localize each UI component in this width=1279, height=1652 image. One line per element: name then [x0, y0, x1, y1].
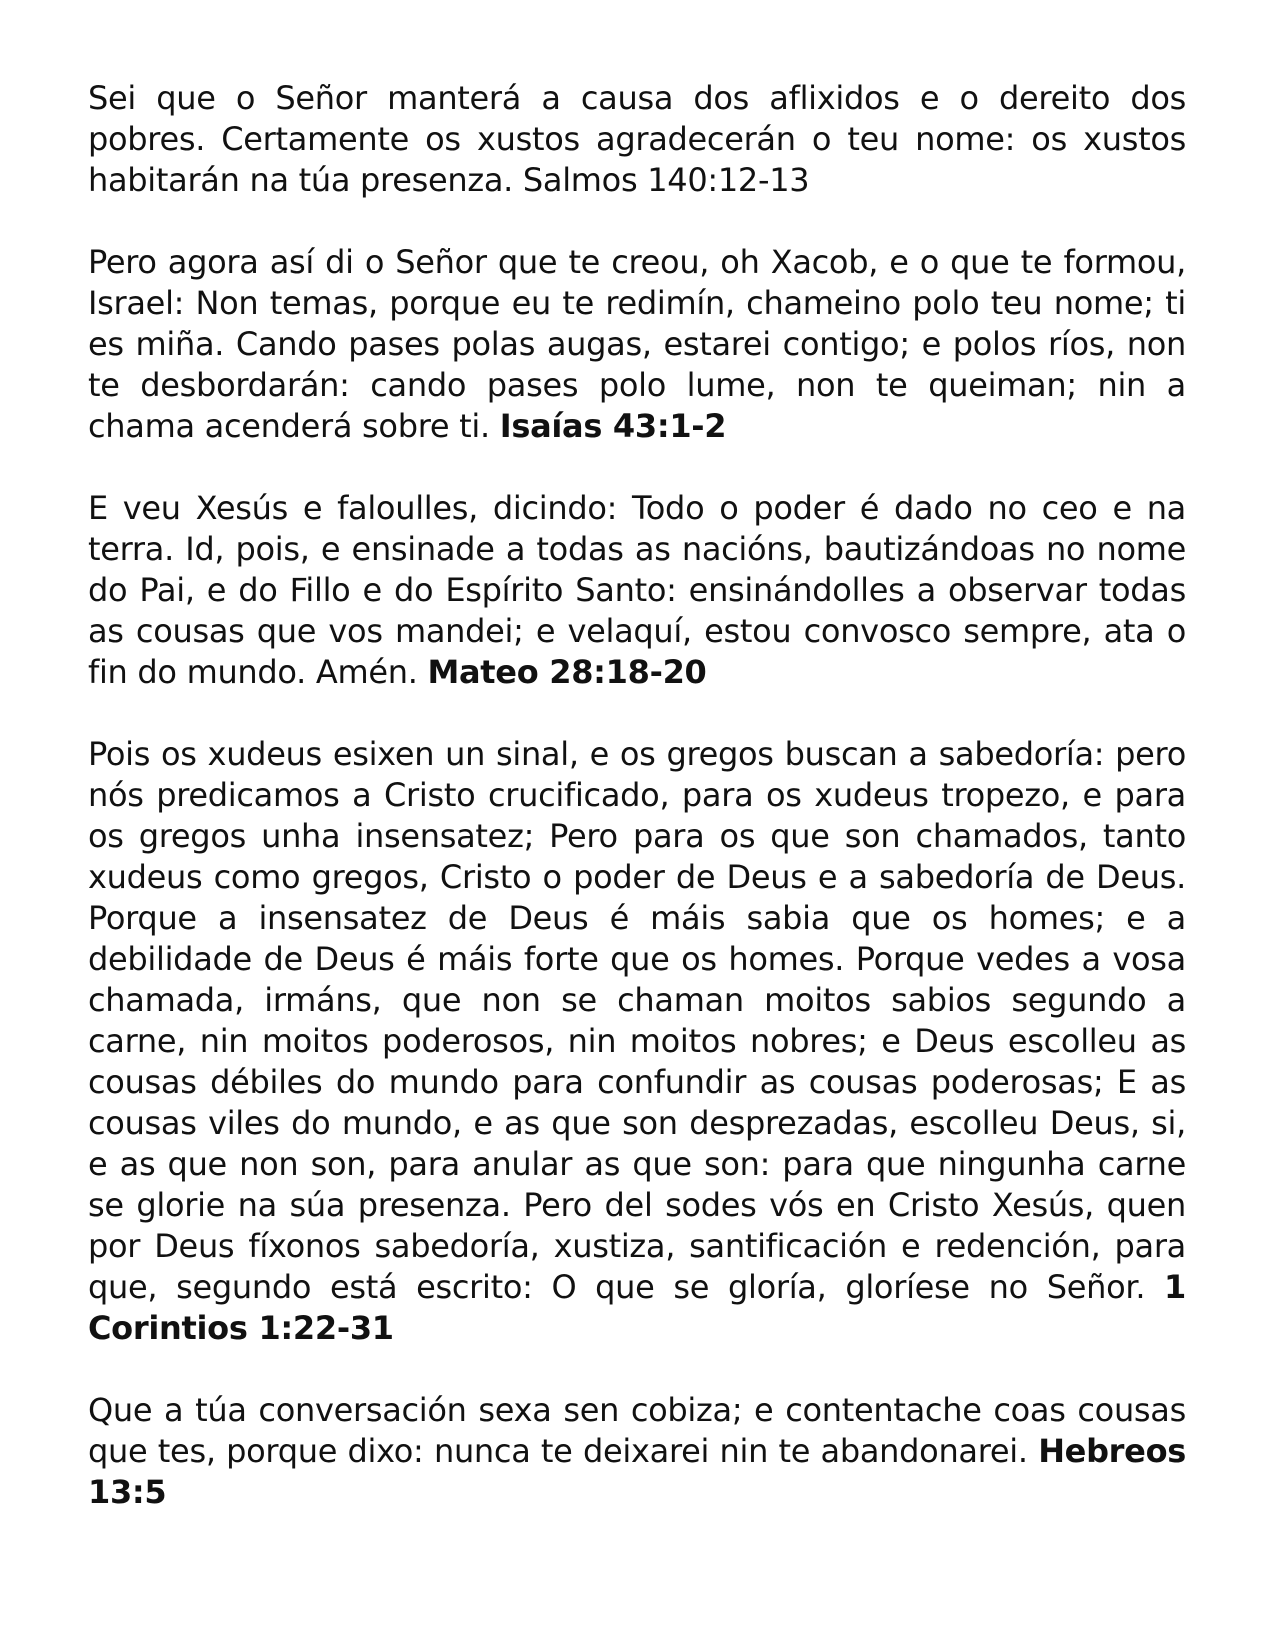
passage-text: Sei que o Señor manterá a causa dos aflixidos e o dereito dos pobres. Certamente os xustos agradecerán o teu nome: os xustos habitarán na túa presenza.	[88, 79, 1186, 199]
passage-reference: Isaías 43:1-2	[499, 407, 727, 445]
passage-reference: Salmos 140:12-13	[522, 161, 810, 199]
passage-corintios	[88, 734, 1186, 1349]
document-page	[88, 78, 1186, 1554]
passage-isaias	[88, 242, 1186, 447]
passage-text: E veu Xesús e faloulles, dicindo: Todo o poder é dado no ceo e na terra. Id, pois, e ensinade a todas as nacións, bautizándoas no nome do Pai, e do Fillo e do Espírito Santo: ensinándolles a observar todas as cousas que vos mandei; e velaquí, estou convosco sempre, ata o fin do mundo. Amén.	[88, 489, 1186, 691]
passage-reference: 1 Corintios 1:22-31	[88, 1268, 1186, 1347]
passage-mateo	[88, 488, 1186, 693]
passage-text: Pero agora así di o Señor que te creou, oh Xacob, e o que te formou, Israel: Non temas, porque eu te redimín, chameino polo teu nome; ti es miña. Cando pases polas augas, estarei contigo; e polos ríos, non te desbordarán: cando pases polo lume, non te queiman; nin a chama acenderá sobre ti.	[88, 243, 1186, 445]
passage-salmos	[88, 78, 1186, 201]
passage-text: Que a túa conversación sexa sen cobiza; e contentache coas cousas que tes, porque dixo: nunca te deixarei nin te abandonarei.	[88, 1391, 1186, 1470]
passage-text: Pois os xudeus esixen un sinal, e os gregos buscan a sabedoría: pero nós predicamos a Cristo crucificado, para os xudeus tropezo, e para os gregos unha insensatez; Pero para os que son chamados, tanto xudeus como gregos, Cristo o poder de Deus e a sabedoría de Deus. Porque a insensatez de Deus é máis sabia que os homes; e a debilidade de Deus é máis forte que os homes. Porque vedes a vosa chamada, irmáns, que non se chaman moitos sabios segundo a carne, nin moitos poderosos, nin moitos nobres; e Deus escolleu as cousas débiles do mundo para confundir as cousas poderosas; E as cousas viles do mundo, e as que son desprezadas, escolleu Deus, si, e as que non son, para anular as que son: para que ningunha carne se glorie na súa presenza. Pero del sodes vós en Cristo Xesús, quen por Deus fíxonos sabedoría, xustiza, santificación e redención, para que, segundo está escrito: O que se gloría, gloríese no Señor.	[88, 735, 1186, 1306]
passage-reference: Hebreos 13:5	[88, 1432, 1186, 1511]
passage-hebreos	[88, 1390, 1186, 1513]
passage-reference: Mateo 28:18-20	[427, 653, 707, 691]
